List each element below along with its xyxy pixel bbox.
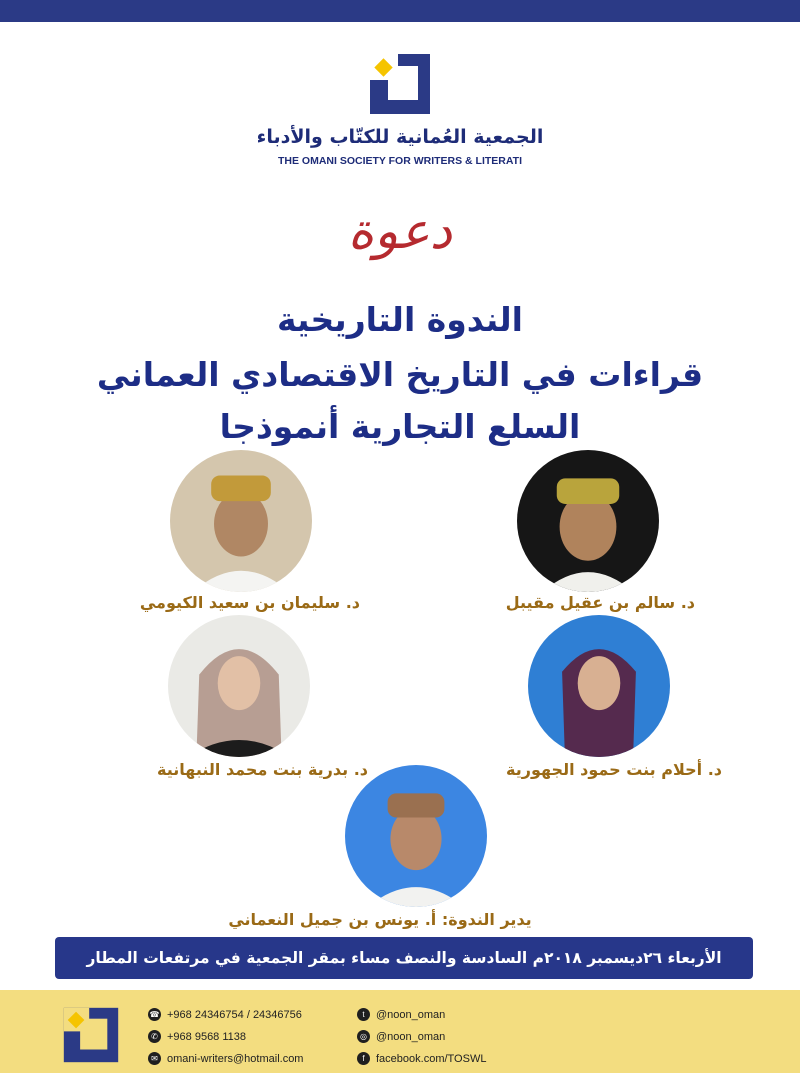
speaker-name-2: د. سليمان بن سعيد الكيومي (139, 593, 360, 612)
email-icon: ✉ (148, 1052, 161, 1065)
organization-name-arabic: الجمعية العُمانية للكتّاب والأدباء (256, 126, 544, 148)
contact-twitter[interactable]: t @noon_oman (357, 1008, 445, 1021)
seminar-title-line-3: السلع التجارية أنموذجا (219, 407, 581, 446)
event-details-text: الأربعاء ٢٦ديسمبر ٢٠١٨م السادسة والنصف مساء بمقر الجمعية في مرتفعات المطار (86, 949, 722, 967)
speaker-photo-2 (170, 450, 312, 592)
twitter-icon: t (357, 1008, 370, 1021)
instagram-icon: ◎ (357, 1030, 370, 1043)
moderator-name: يدير الندوة: أ. يونس بن جميل النعماني (228, 910, 532, 929)
speaker-photo-1 (517, 450, 659, 592)
facebook-icon: f (357, 1052, 370, 1065)
speaker-name-4: د. بدرية بنت محمد النبهانية (157, 760, 368, 779)
top-bar (0, 0, 800, 22)
speaker-photo-3 (528, 615, 670, 757)
society-logo (368, 52, 432, 116)
moderator-photo (345, 765, 487, 907)
contact-instagram[interactable]: ◎ @noon_oman (357, 1030, 445, 1043)
organization-name-english: THE OMANI SOCIETY FOR WRITERS & LITERATI (277, 155, 523, 167)
phone-icon: ☎ (149, 1010, 160, 1019)
footer-logo (62, 1006, 120, 1064)
event-details-bar (55, 937, 753, 979)
seminar-title-line-1: الندوة التاريخية (277, 300, 523, 339)
contact-email[interactable]: ✉ omani-writers@hotmail.com (148, 1052, 303, 1065)
speaker-name-1: د. سالم بن عقيل مقيبل (505, 593, 695, 612)
speaker-photo-4 (168, 615, 310, 757)
contact-whatsapp: ✆ +968 9568 1138 (148, 1030, 246, 1043)
whatsapp-icon: ✆ (148, 1030, 161, 1043)
seminar-title-line-2: قراءات في التاريخ الاقتصادي العماني (96, 355, 704, 394)
invitation-label: دعوة (347, 202, 453, 260)
speaker-name-3: د. أحلام بنت حمود الجهورية (506, 760, 722, 779)
contact-facebook[interactable]: f facebook.com/TOSWL (357, 1052, 486, 1065)
contact-phone: ☎ +968 24346754 / 24346756 (149, 1008, 302, 1021)
